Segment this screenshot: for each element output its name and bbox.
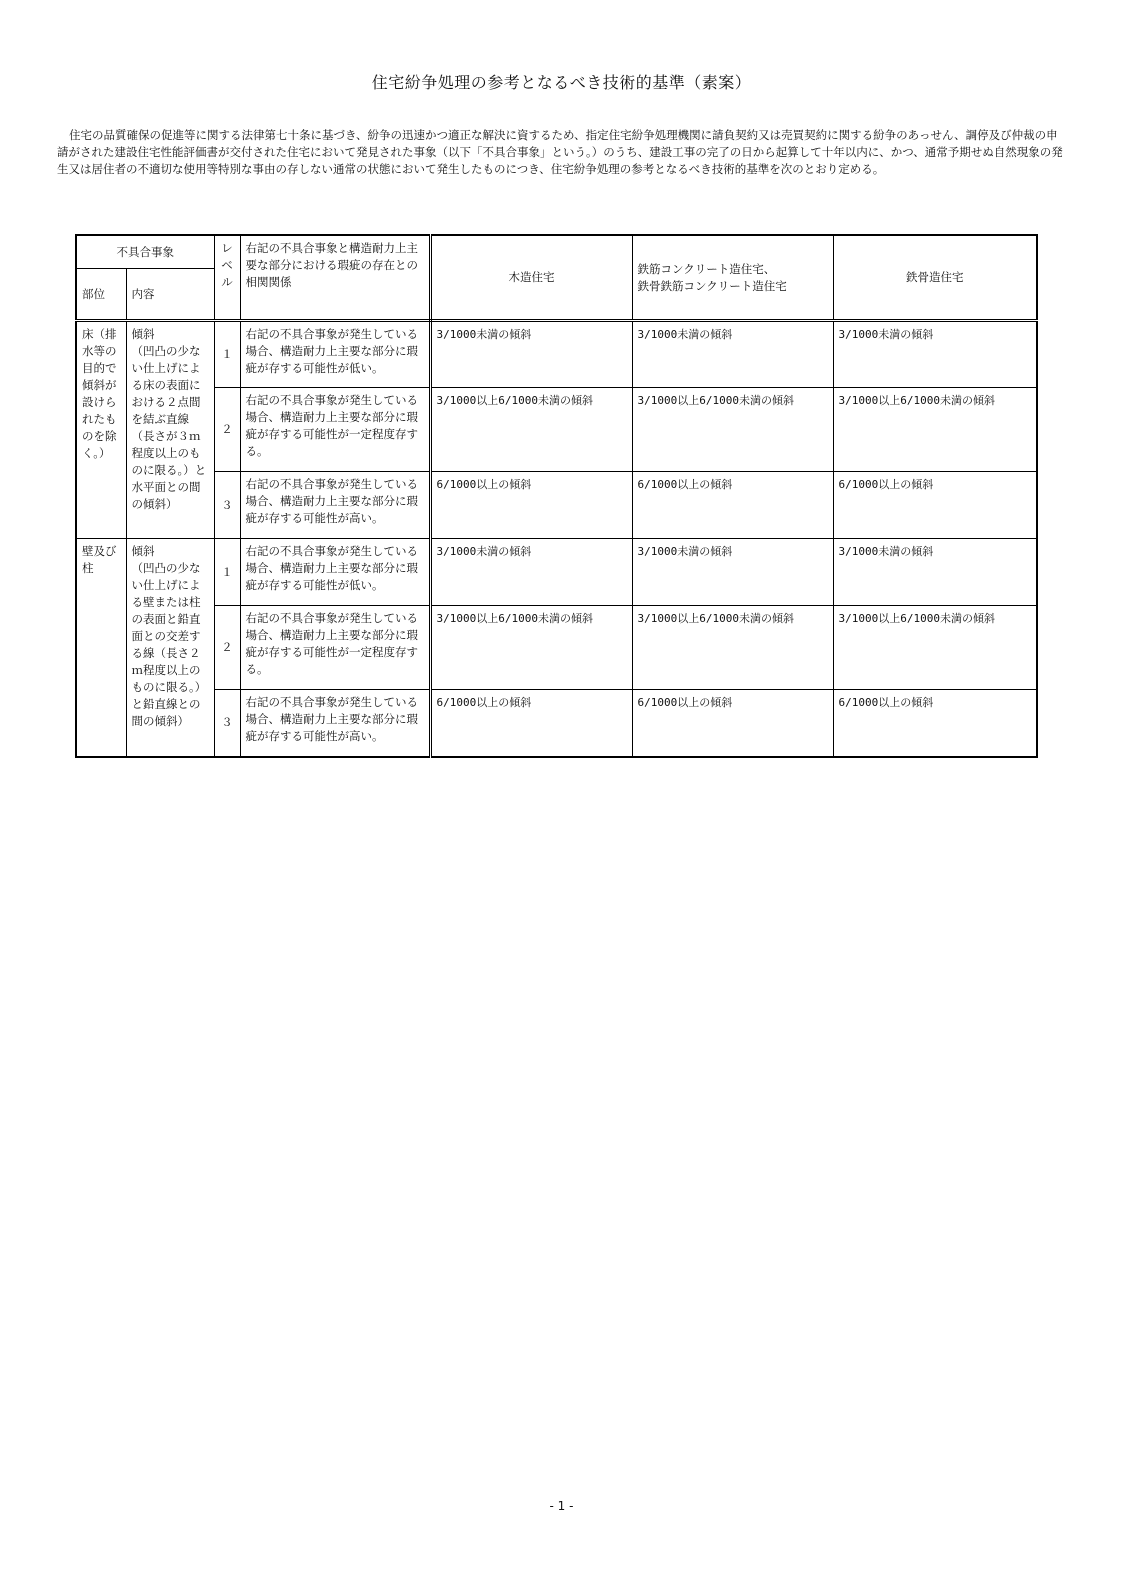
wood-value-cell: 6/1000以上の傾斜 <box>430 690 632 757</box>
content-cell: 傾斜 （凹凸の少ない仕上げによる床の表面における２点間を結ぶ直線（長さが３ｍ程度以上のものに限る。）と水平面との間の傾斜） <box>126 321 214 539</box>
rc-value-cell: 6/1000以上の傾斜 <box>632 472 833 539</box>
wood-value-cell: 3/1000未満の傾斜 <box>430 321 632 388</box>
header-row-1 <box>76 235 1037 269</box>
part-header: 部位 <box>76 269 126 321</box>
relation-cell: 右記の不具合事象が発生している場合、構造耐力上主要な部分に瑕疵が存する可能性が低い。 <box>240 321 430 388</box>
steel-value-cell: 3/1000以上6/1000未満の傾斜 <box>833 388 1037 472</box>
steel-value-cell: 6/1000以上の傾斜 <box>833 690 1037 757</box>
steel-value-cell: 3/1000未満の傾斜 <box>833 321 1037 388</box>
level-cell: １ <box>214 539 240 606</box>
content-header: 内容 <box>126 269 214 321</box>
intro-paragraph: 住宅の品質確保の促進等に関する法律第七十条に基づき、紛争の迅速かつ適正な解決に資するため、指定住宅紛争処理機関に請負契約又は売買契約に関する紛争のあっせん、調停及び仲裁の申請がされた建設住宅性能評価書が交付された住宅において発見された事象（以下「不具合事象」という。）のうち、建設工事の完了の日から起算して十年以内に、かつ、通常予期せぬ自然現象の発生又は居住者の不適切な使用等特別な事由の存しない通常の状態において発生したものにつき、住宅紛争処理の参考となるべき技術的基準を次のとおり定める。 <box>57 128 1063 176</box>
table-row <box>76 388 1037 472</box>
table-row <box>76 539 1037 606</box>
content-cell: 傾斜 （凹凸の少ない仕上げによる壁または柱の表面と鉛直面との交差する線（長さ２ｍ程度以上のものに限る。）と鉛直線との間の傾斜） <box>126 539 214 757</box>
rc-value-cell: 3/1000未満の傾斜 <box>632 321 833 388</box>
steel-header: 鉄骨造住宅 <box>833 235 1037 321</box>
relation-cell: 右記の不具合事象が発生している場合、構造耐力上主要な部分に瑕疵が存する可能性が高い。 <box>240 690 430 757</box>
relation-cell: 右記の不具合事象が発生している場合、構造耐力上主要な部分に瑕疵が存する可能性が低い。 <box>240 539 430 606</box>
rc-value-cell: 6/1000以上の傾斜 <box>632 690 833 757</box>
steel-value-cell: 6/1000以上の傾斜 <box>833 472 1037 539</box>
rc-header <box>632 235 833 321</box>
rc-value-cell: 3/1000未満の傾斜 <box>632 539 833 606</box>
wood-header: 木造住宅 <box>430 235 632 321</box>
level-header-char: ル <box>221 275 233 289</box>
criteria-table <box>75 234 1038 758</box>
level-header-char: レ <box>221 241 233 255</box>
level-cell: ２ <box>214 606 240 690</box>
level-cell: ２ <box>214 388 240 472</box>
level-cell: ３ <box>214 690 240 757</box>
level-cell: ３ <box>214 472 240 539</box>
level-cell: １ <box>214 321 240 388</box>
wood-value-cell: 6/1000以上の傾斜 <box>430 472 632 539</box>
defect-header: 不具合事象 <box>76 235 214 269</box>
level-header-char: ベ <box>221 258 233 272</box>
wood-value-cell: 3/1000以上6/1000未満の傾斜 <box>430 388 632 472</box>
rc-value-cell: 3/1000以上6/1000未満の傾斜 <box>632 606 833 690</box>
page-number: - 1 - <box>549 1499 574 1513</box>
relation-cell: 右記の不具合事象が発生している場合、構造耐力上主要な部分に瑕疵が存する可能性が一定程度存する。 <box>240 388 430 472</box>
table-row <box>76 472 1037 539</box>
rc-header-line1: 鉄筋コンクリート造住宅、 <box>637 261 776 276</box>
table-row <box>76 321 1037 388</box>
table-row <box>76 606 1037 690</box>
relation-header: 右記の不具合事象と構造耐力上主要な部分における瑕疵の存在との相関関係 <box>240 235 430 321</box>
wood-value-cell: 3/1000未満の傾斜 <box>430 539 632 606</box>
steel-value-cell: 3/1000以上6/1000未満の傾斜 <box>833 606 1037 690</box>
table-row <box>76 690 1037 757</box>
page-title: 住宅紛争処理の参考となるべき技術的基準（素案） <box>371 73 752 92</box>
part-cell: 床（排水等の目的で傾斜が設けられたものを除く。） <box>76 321 126 539</box>
relation-cell: 右記の不具合事象が発生している場合、構造耐力上主要な部分に瑕疵が存する可能性が高い。 <box>240 472 430 539</box>
part-cell: 壁及び柱 <box>76 539 126 757</box>
level-header <box>214 235 240 321</box>
rc-value-cell: 3/1000以上6/1000未満の傾斜 <box>632 388 833 472</box>
relation-cell: 右記の不具合事象が発生している場合、構造耐力上主要な部分に瑕疵が存する可能性が一定程度存する。 <box>240 606 430 690</box>
rc-header-line2: 鉄骨鉄筋コンクリート造住宅 <box>637 278 787 293</box>
steel-value-cell: 3/1000未満の傾斜 <box>833 539 1037 606</box>
wood-value-cell: 3/1000以上6/1000未満の傾斜 <box>430 606 632 690</box>
